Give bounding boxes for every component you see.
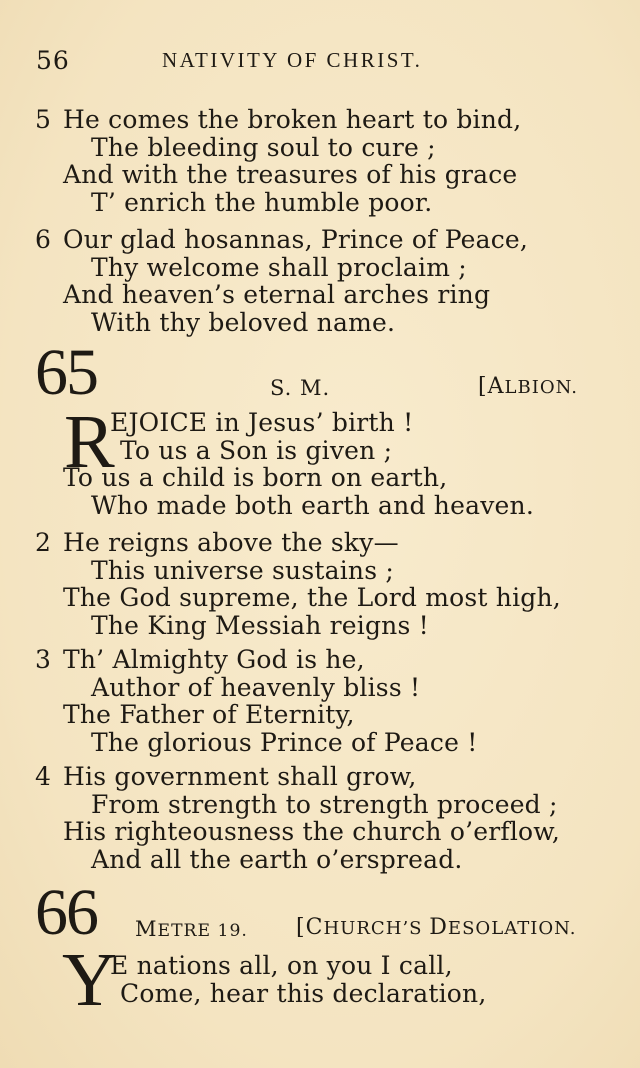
verse-line: He comes the broken heart to bind, [63, 105, 522, 134]
verse-line: The God supreme, the Lord most high, [63, 583, 561, 612]
verse-line: Our glad hosannas, Prince of Peace, [63, 225, 529, 254]
verse-line: Author of heavenly bliss ! [91, 673, 421, 702]
stanza-number: 5 [35, 105, 51, 134]
verse-line: EJOICE in Jesus’ birth ! [110, 408, 414, 437]
verse-line: E nations all, on you I call, [110, 951, 453, 980]
drop-cap: Y [62, 938, 117, 1022]
tune-bracket: [ [478, 374, 488, 399]
meter-initial: M [135, 917, 158, 941]
running-head: NATIVITY OF CHRIST. [162, 48, 423, 72]
verse-line: Come, hear this declaration, [120, 979, 487, 1008]
tune-rest: LBION. [504, 377, 578, 398]
verse-line: This universe sustains ; [91, 556, 394, 585]
tune-initial: A [487, 374, 505, 399]
tune-name [296, 916, 577, 941]
verse-line: To us a child is born on earth, [63, 463, 448, 492]
page-number: 56 [36, 46, 70, 75]
page-header [36, 46, 596, 80]
verse-line: The glorious Prince of Peace ! [91, 728, 478, 757]
verse-line: The Father of Eternity, [63, 700, 355, 729]
verse-line: To us a Son is given ; [120, 436, 393, 465]
stanza-number: 2 [35, 528, 51, 557]
verse-line: The King Messiah reigns ! [91, 611, 429, 640]
tune-initial: C [305, 915, 324, 940]
stanza-number: 6 [35, 225, 51, 254]
verse-line: And all the earth o’erspread. [91, 845, 463, 874]
meter-rest: ETRE 19. [157, 921, 248, 941]
verse-line: His righteousness the church o’erflow, [63, 817, 561, 846]
meter-label [135, 917, 248, 943]
verse-line: His government shall grow, [63, 762, 417, 791]
stanza-number: 4 [35, 762, 51, 791]
verse-line: The bleeding soul to cure ; [91, 133, 436, 162]
meter-label: S. M. [270, 376, 331, 400]
tune-bracket: [ [296, 915, 306, 940]
tune-rest-2: ESOLATION. [447, 918, 577, 939]
drop-cap: R [64, 400, 115, 484]
verse-line: With thy beloved name. [91, 308, 396, 337]
verse-line: Thy welcome shall proclaim ; [91, 253, 467, 282]
hymn-number: 65 [35, 336, 97, 409]
tune-initial-2: D [429, 915, 448, 940]
verse-line: Th’ Almighty God is he, [63, 645, 365, 674]
verse-line: And with the treasures of his grace [63, 160, 518, 189]
verse-line: Who made both earth and heaven. [91, 491, 534, 520]
tune-rest: HURCH’S [323, 918, 430, 939]
verse-line: And heaven’s eternal arches ring [63, 280, 491, 309]
verse-line: T’ enrich the humble poor. [91, 188, 433, 217]
stanza-number: 3 [35, 645, 51, 674]
tune-name [478, 375, 578, 400]
hymn-number: 66 [35, 876, 97, 949]
verse-line: From strength to strength proceed ; [91, 790, 558, 819]
verse-line: He reigns above the sky— [63, 528, 399, 557]
